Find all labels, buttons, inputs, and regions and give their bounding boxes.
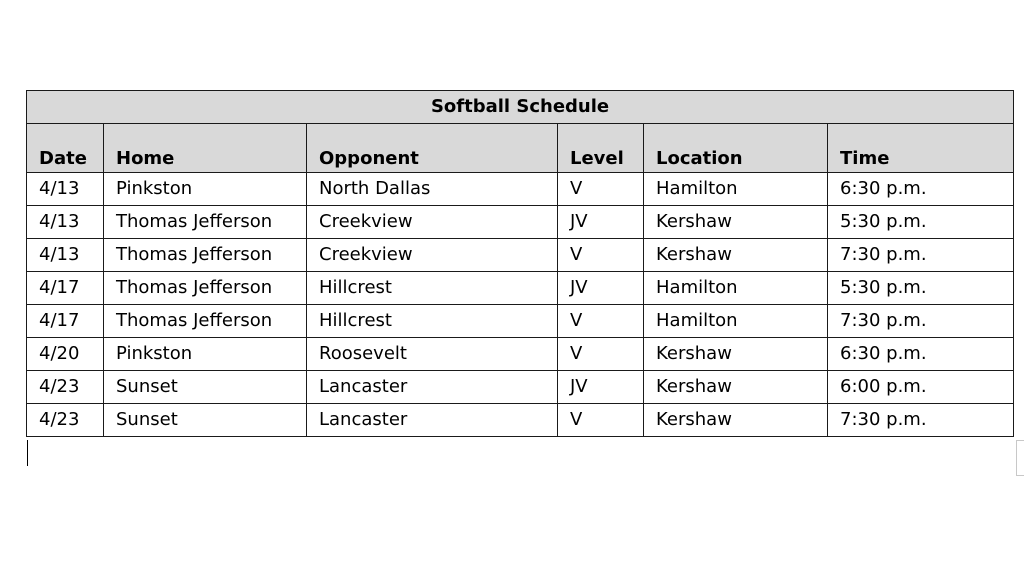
- table-row: [27, 173, 1014, 206]
- column-header-time[interactable]: Time: [828, 124, 1014, 173]
- cell-location[interactable]: Kershaw: [644, 338, 828, 371]
- cell-date[interactable]: 4/20: [27, 338, 104, 371]
- cell-location[interactable]: Hamilton: [644, 173, 828, 206]
- cell-date[interactable]: 4/17: [27, 272, 104, 305]
- table-row: [27, 338, 1014, 371]
- cell-opponent[interactable]: Roosevelt: [307, 338, 558, 371]
- cell-level[interactable]: JV: [558, 371, 644, 404]
- cell-location[interactable]: Kershaw: [644, 371, 828, 404]
- cell-opponent[interactable]: Creekview: [307, 239, 558, 272]
- column-header-opponent[interactable]: Opponent: [307, 124, 558, 173]
- cell-location[interactable]: Hamilton: [644, 272, 828, 305]
- cell-level[interactable]: JV: [558, 206, 644, 239]
- cell-location[interactable]: Kershaw: [644, 239, 828, 272]
- cell-opponent[interactable]: Hillcrest: [307, 272, 558, 305]
- cell-location[interactable]: Kershaw: [644, 404, 828, 437]
- column-header-level[interactable]: Level: [558, 124, 644, 173]
- cell-opponent[interactable]: Creekview: [307, 206, 558, 239]
- cell-location[interactable]: Kershaw: [644, 206, 828, 239]
- table-row: [27, 272, 1014, 305]
- cell-level[interactable]: V: [558, 239, 644, 272]
- cell-location[interactable]: Hamilton: [644, 305, 828, 338]
- table-body: [27, 173, 1014, 437]
- column-header-location[interactable]: Location: [644, 124, 828, 173]
- cell-date[interactable]: 4/13: [27, 239, 104, 272]
- schedule-table[interactable]: [26, 90, 1014, 437]
- scroll-edge-handle[interactable]: [1016, 440, 1024, 476]
- cell-time[interactable]: 5:30 p.m.: [828, 272, 1014, 305]
- cell-home[interactable]: Thomas Jefferson: [104, 239, 307, 272]
- text-cursor: [27, 440, 28, 466]
- cell-opponent[interactable]: Lancaster: [307, 404, 558, 437]
- cell-home[interactable]: Sunset: [104, 404, 307, 437]
- cell-level[interactable]: V: [558, 305, 644, 338]
- cell-home[interactable]: Pinkston: [104, 338, 307, 371]
- table-row: [27, 239, 1014, 272]
- table-row: [27, 305, 1014, 338]
- cell-home[interactable]: Pinkston: [104, 173, 307, 206]
- cell-home[interactable]: Thomas Jefferson: [104, 206, 307, 239]
- cell-time[interactable]: 6:30 p.m.: [828, 338, 1014, 371]
- table-row: [27, 371, 1014, 404]
- table-header-row: [27, 124, 1014, 173]
- table-row: [27, 404, 1014, 437]
- cell-time[interactable]: 5:30 p.m.: [828, 206, 1014, 239]
- cell-level[interactable]: JV: [558, 272, 644, 305]
- table-title-row: [27, 91, 1014, 124]
- column-header-home[interactable]: Home: [104, 124, 307, 173]
- cell-date[interactable]: 4/13: [27, 173, 104, 206]
- cell-time[interactable]: 7:30 p.m.: [828, 305, 1014, 338]
- cell-date[interactable]: 4/23: [27, 404, 104, 437]
- cell-opponent[interactable]: Hillcrest: [307, 305, 558, 338]
- cell-date[interactable]: 4/17: [27, 305, 104, 338]
- cell-date[interactable]: 4/13: [27, 206, 104, 239]
- column-header-date[interactable]: Date: [27, 124, 104, 173]
- cell-time[interactable]: 7:30 p.m.: [828, 404, 1014, 437]
- cell-home[interactable]: Thomas Jefferson: [104, 305, 307, 338]
- cell-home[interactable]: Sunset: [104, 371, 307, 404]
- cell-time[interactable]: 7:30 p.m.: [828, 239, 1014, 272]
- cell-level[interactable]: V: [558, 173, 644, 206]
- cell-opponent[interactable]: North Dallas: [307, 173, 558, 206]
- table-row: [27, 206, 1014, 239]
- cell-home[interactable]: Thomas Jefferson: [104, 272, 307, 305]
- cell-date[interactable]: 4/23: [27, 371, 104, 404]
- cell-opponent[interactable]: Lancaster: [307, 371, 558, 404]
- cell-level[interactable]: V: [558, 404, 644, 437]
- cell-time[interactable]: 6:30 p.m.: [828, 173, 1014, 206]
- table-title[interactable]: Softball Schedule: [27, 91, 1014, 124]
- cell-time[interactable]: 6:00 p.m.: [828, 371, 1014, 404]
- cell-level[interactable]: V: [558, 338, 644, 371]
